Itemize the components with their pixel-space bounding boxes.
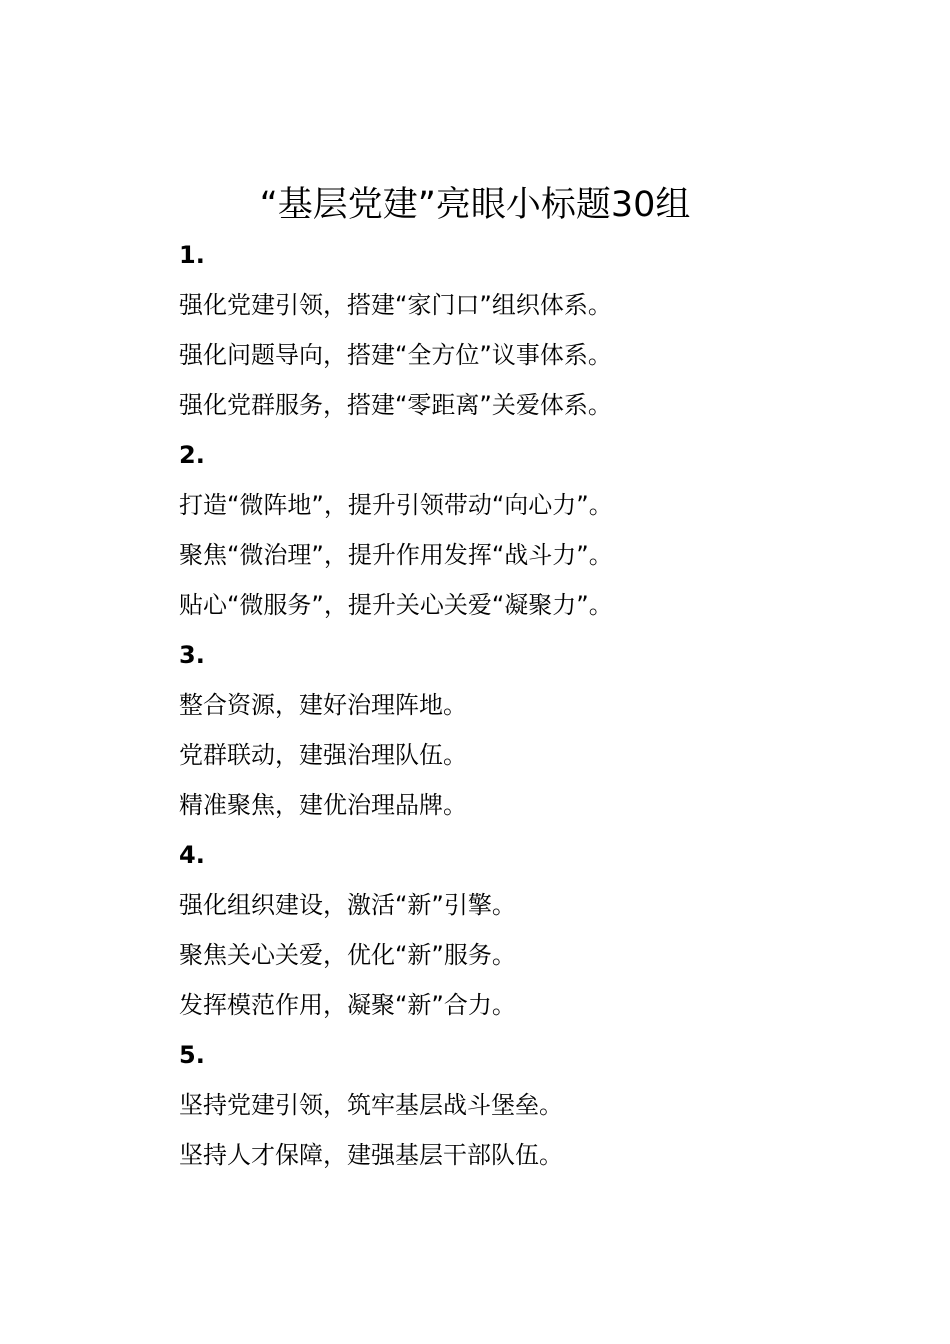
section-line: 发挥模范作用，凝聚“新”合力。 (179, 991, 516, 1019)
section-1 (179, 230, 899, 430)
section-line: 党群联动，建强治理队伍。 (179, 741, 467, 769)
section-line: 聚焦“微治理”，提升作用发挥“战斗力”。 (179, 541, 613, 569)
section-line: 强化问题导向，搭建“全方位”议事体系。 (179, 341, 612, 369)
section-number: 4. (179, 841, 205, 869)
document-title: “基层党建”亮眼小标题30组 (259, 185, 691, 225)
section-4 (179, 830, 899, 1030)
section-3 (179, 630, 899, 830)
section-2 (179, 430, 899, 630)
section-line: 坚持人才保障，建强基层干部队伍。 (179, 1141, 563, 1169)
section-line: 精准聚焦，建优治理品牌。 (179, 791, 467, 819)
section-line: 整合资源，建好治理阵地。 (179, 691, 467, 719)
section-line: 坚持党建引领，筑牢基层战斗堡垒。 (179, 1091, 563, 1119)
section-5 (179, 1030, 899, 1180)
section-number: 3. (179, 641, 205, 669)
section-number: 1. (179, 241, 205, 269)
document-body (179, 230, 899, 1180)
section-line: 强化党群服务，搭建“零距离”关爱体系。 (179, 391, 612, 419)
section-line: 贴心“微服务”，提升关心关爱“凝聚力”。 (179, 591, 613, 619)
section-line: 打造“微阵地”，提升引领带动“向心力”。 (179, 491, 613, 519)
section-line: 强化组织建设，激活“新”引擎。 (179, 891, 516, 919)
section-number: 5. (179, 1041, 205, 1069)
section-line: 聚焦关心关爱，优化“新”服务。 (179, 941, 516, 969)
section-line: 强化党建引领，搭建“家门口”组织体系。 (179, 291, 612, 319)
section-number: 2. (179, 441, 205, 469)
